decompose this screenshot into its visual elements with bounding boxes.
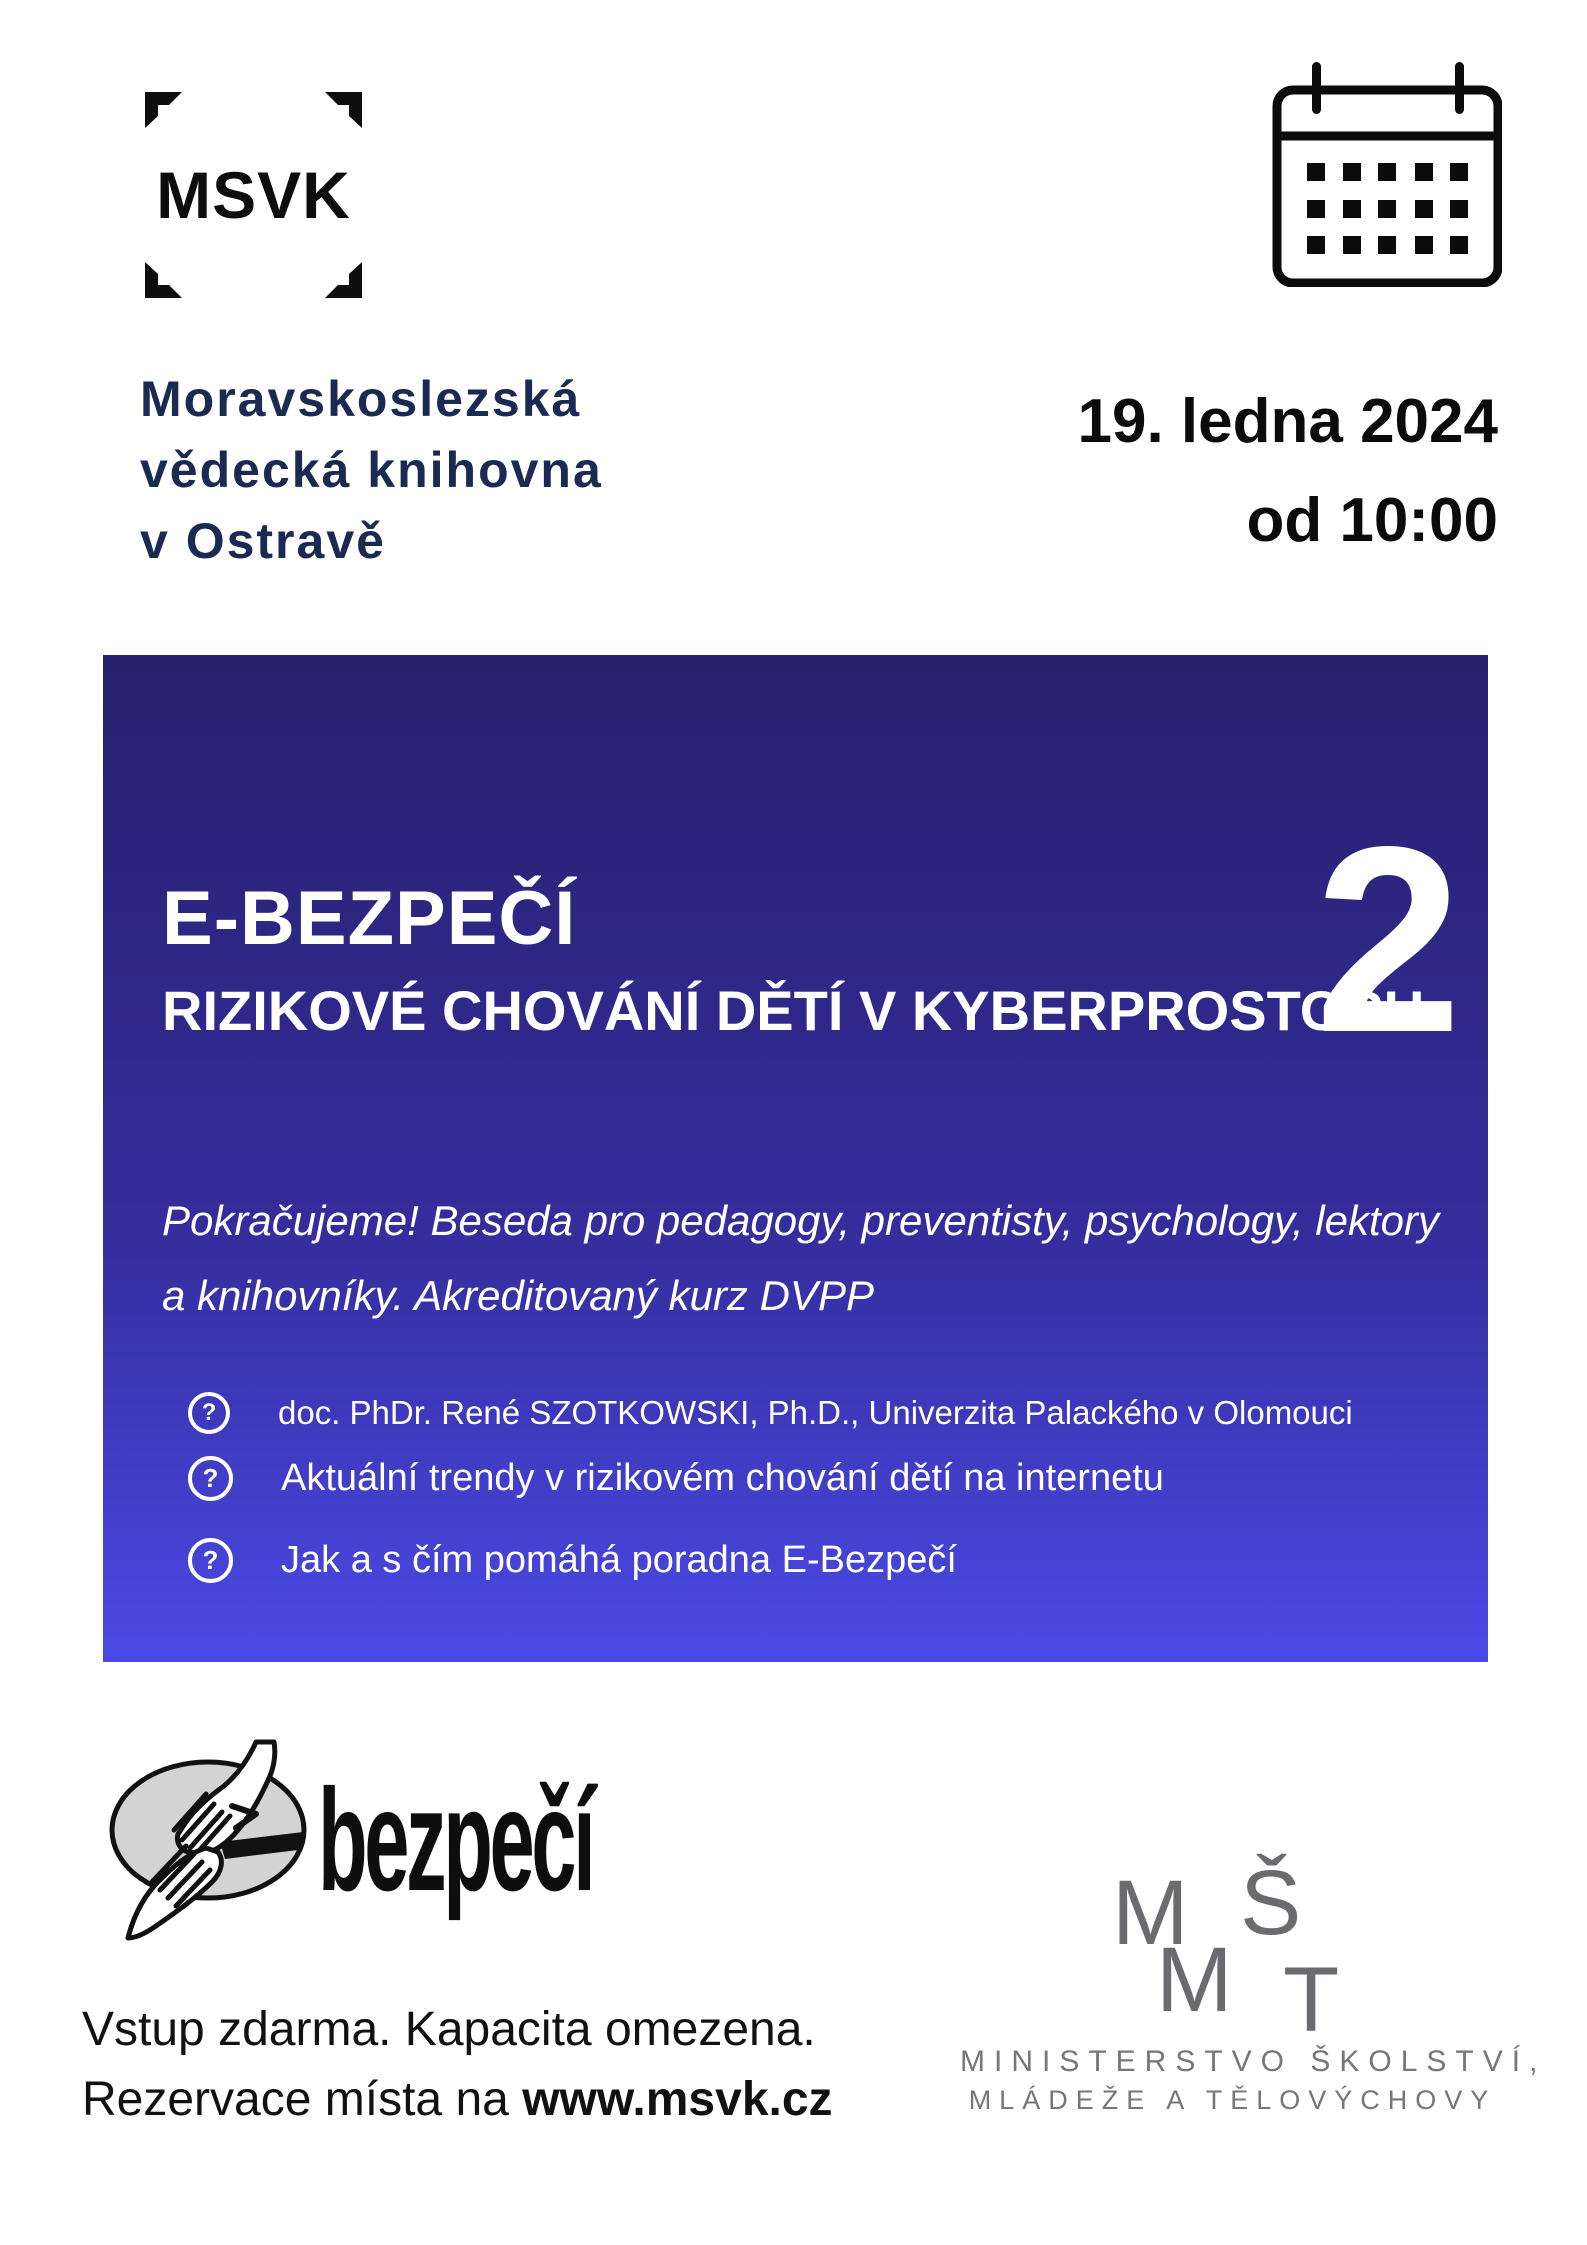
msmt-letter: T	[1283, 1949, 1340, 2051]
bullet-text: Jak a s čím pomáhá poradna E-Bezpečí	[281, 1539, 957, 1581]
question-icon: ?	[188, 1538, 233, 1583]
bullet-text: Aktuální trendy v rizikovém chování dětí na internetu	[281, 1457, 1164, 1499]
msmt-letter: M	[1112, 1862, 1189, 1964]
event-description-line: Pokračujeme! Beseda pro pedagogy, preventisty, psychology, lektory	[162, 1197, 1440, 1244]
bullet-topic	[188, 1538, 957, 1583]
msvk-logo	[145, 92, 362, 298]
msmt-ministry-line: MLÁDEŽE A TĚLOVÝCHOVY	[968, 2085, 1497, 2115]
ebezpeci-logo-text: bezpečí	[318, 1759, 593, 1921]
msmt-letter: M	[1156, 1929, 1233, 2031]
bullet-text: doc. PhDr. René SZOTKOWSKI, Ph.D., Univerzita Palackého v Olomouci	[278, 1394, 1353, 1431]
ebezpeci-hands-icon	[98, 1730, 328, 1960]
website-url: www.msvk.cz	[522, 2073, 833, 2126]
library-name-line: v Ostravě	[140, 513, 386, 569]
event-date-time: od 10:00	[1246, 486, 1498, 555]
library-name	[140, 364, 603, 577]
question-icon: ?	[188, 1456, 233, 1501]
entry-info-line: Vstup zdarma. Kapacita omezena.	[82, 2003, 816, 2056]
reservation-text: Rezervace místa na	[82, 2073, 523, 2126]
msmt-ministry-line: MINISTERSTVO ŠKOLSTVÍ,	[960, 2045, 1547, 2078]
event-edition-number: 2	[1314, 792, 1462, 1088]
entry-info	[82, 1995, 833, 2135]
event-title: E-BEZPEČÍ	[162, 876, 577, 961]
event-panel	[103, 655, 1488, 1662]
msvk-logo-text: MSVK	[156, 158, 351, 232]
entry-info-line	[82, 2065, 833, 2135]
calendar-icon	[1270, 55, 1502, 287]
event-date-day: 19. ledna 2024	[1077, 387, 1498, 456]
event-description	[162, 1183, 1439, 1333]
bullet-topic	[188, 1456, 1164, 1501]
msmt-letter: Š	[1240, 1852, 1302, 1954]
event-date	[1078, 372, 1499, 570]
event-description-line: a knihovníky. Akreditovaný kurz DVPP	[162, 1272, 874, 1319]
library-name-line: Moravskoslezská	[140, 371, 582, 427]
event-subtitle: RIZIKOVÉ CHOVÁNÍ DĚTÍ V KYBERPROSTORU	[162, 979, 1425, 1042]
bullet-speaker	[188, 1392, 1353, 1434]
msmt-logo	[960, 1850, 1570, 2120]
question-icon: ?	[188, 1392, 230, 1434]
library-name-line: vědecká knihovna	[140, 442, 603, 498]
